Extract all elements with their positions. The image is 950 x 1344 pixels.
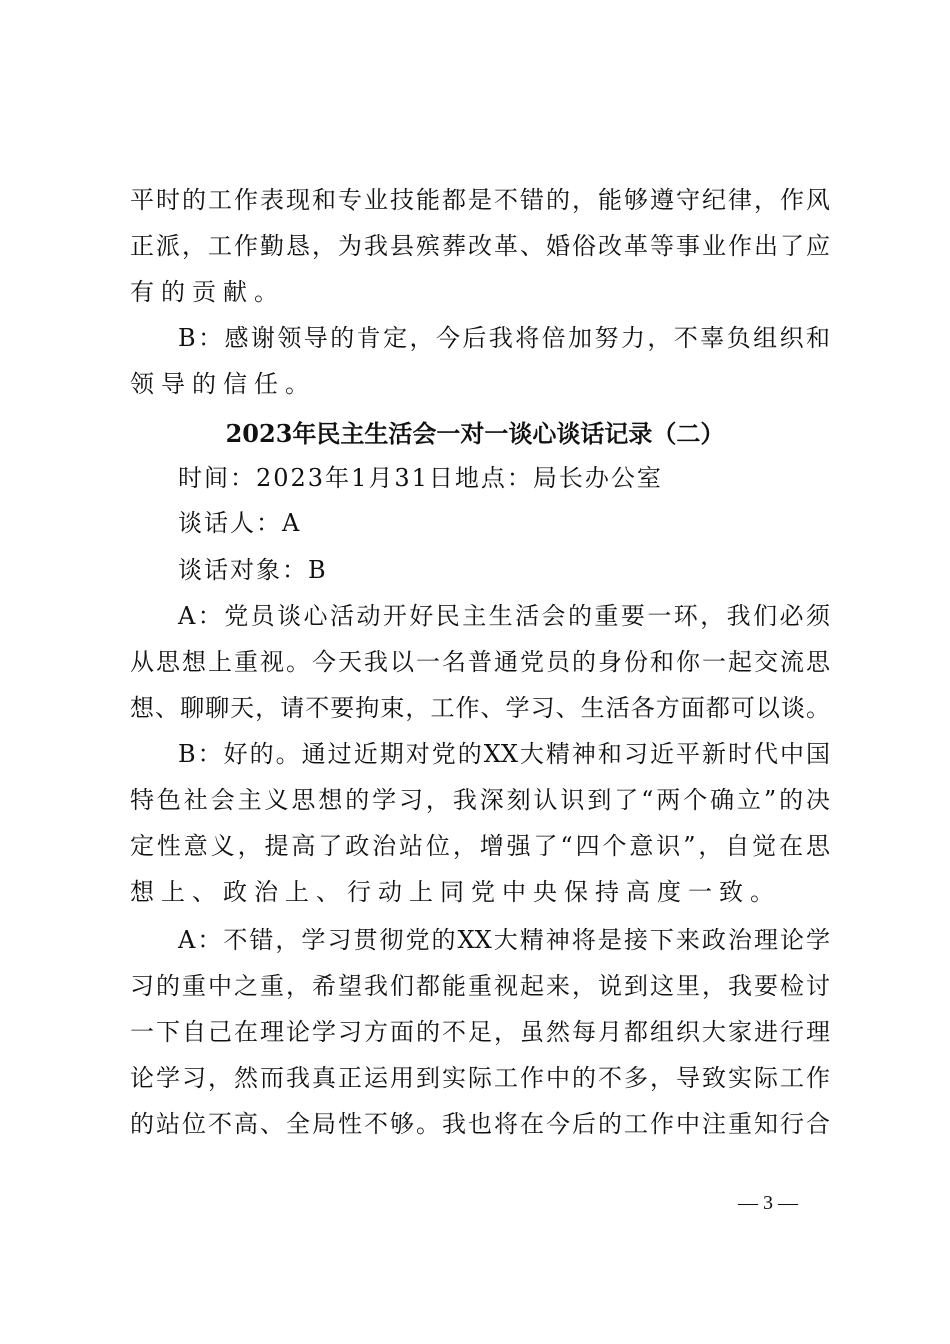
- body-text-line: 习的重中之重，希望我们都能重视起来，说到这里，我要检讨: [130, 972, 830, 1000]
- body-text-line: 想、聊聊天，请不要拘束，工作、学习、生活各方面都可以谈。: [130, 694, 830, 722]
- section-title: 2023年民主生活会一对一谈心谈话记录（二）: [225, 419, 725, 448]
- body-text-line: 从思想上重视。今天我以一名普通党员的身份和你一起交流思: [130, 648, 830, 676]
- body-text-line: 一下自己在理论学习方面的不足，虽然每月都组织大家进行理: [130, 1018, 830, 1046]
- body-text-line: 想上、政治上、行动上同党中央保持高度一致。: [130, 878, 781, 906]
- body-text-line: A：不错，学习贯彻党的XX大精神将是接下来政治理论学: [178, 926, 830, 954]
- page-number: — 3 —: [738, 1192, 798, 1214]
- body-text-line: 正派，工作勤恳，为我县殡葬改革、婚俗改革等事业作出了应: [130, 232, 830, 260]
- body-text-line: B：好的。通过近期对党的XX大精神和习近平新时代中国: [178, 740, 830, 768]
- meeting-time-place: 时间：2023年1月31日地点：局长办公室: [178, 464, 663, 492]
- body-text-line: 有的贡献。: [130, 278, 285, 306]
- body-text-line: B：感谢领导的肯定，今后我将倍加努力，不辜负组织和: [178, 324, 830, 352]
- meeting-target: 谈话对象：B: [178, 556, 328, 584]
- body-text-line: 论学习，然而我真正运用到实际工作中的不多，导致实际工作: [130, 1064, 830, 1092]
- body-text-line: A：党员谈心活动开好民主生活会的重要一环，我们必须: [178, 602, 830, 630]
- body-text-line: 平时的工作表现和专业技能都是不错的，能够遵守纪律，作风: [130, 186, 830, 214]
- body-text-line: 的站位不高、全局性不够。我也将在今后的工作中注重知行合: [130, 1110, 830, 1138]
- body-text-line: 特色社会主义思想的学习，我深刻认识到了“两个确立”的决: [130, 786, 830, 814]
- body-text-line: 定性意义，提高了政治站位，增强了“四个意识”，自觉在思: [130, 832, 830, 860]
- body-text-line: 领导的信任。: [130, 370, 316, 398]
- meeting-speaker: 谈话人：A: [178, 509, 302, 537]
